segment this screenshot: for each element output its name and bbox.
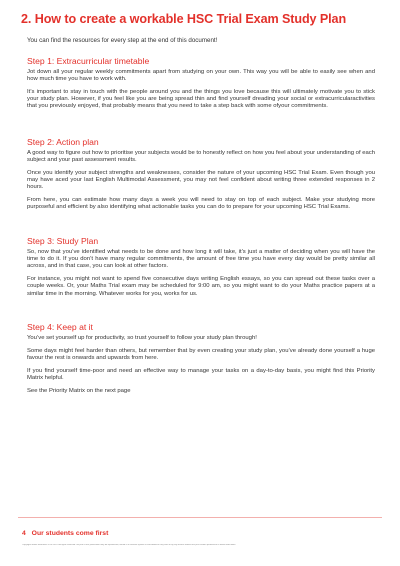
footer-page-label (22, 530, 108, 537)
section-heading: Step 2: Action plan (27, 137, 99, 147)
section-paragraph: Jot down all your regular weekly commitments apart from studying on your own. This way you will be able to easily see when and how much time you have to work with. (27, 69, 375, 83)
section-step-2 (27, 137, 375, 217)
footer-legal-text: Copyright Matrix Education 2016-2023. All rights reserved. No part of this publication may be reproduced, stored in a retrieval system or transmitted in any form or by any means without the prior written permission of Matrix Education. (22, 544, 236, 546)
section-paragraph: It’s important to stay in touch with the people around you and the things you love because this will ultimately motivate you to stick your study plan. However, if you feel like you are being spread thin and find yourself dreading your social or extracurricularactivities that you previously enjoyed, that probably means that you need to take a step back with some ofyour commitments. (27, 88, 375, 110)
section-paragraph: From here, you can estimate how many days a week you will need to stay on top of each subject. Make your studying more purposeful and efficient by also identifying what actionable tasks you can do to prepare for your upcoming HSC Trial Exams. (27, 197, 375, 211)
section-heading: Step 4: Keep at it (27, 322, 93, 332)
section-paragraph: For instance, you might not want to spend five consecutive days writing English essays, so you can spread out these tasks over a couple weeks. Or, your Maths Trial exam may be scheduled for 9:00 am, so you might want to do your Maths practice papers at a similar time in the morning. Whatever works for you, works for us. (27, 276, 375, 297)
page-number: 4 (22, 530, 26, 537)
priority-matrix-reference: See the Priority Matrix on the next page (27, 387, 131, 394)
footer-divider (18, 517, 382, 518)
section-paragraph: Once you identify your subject strengths and weaknesses, consider the nature of your upcoming HSC Trial Exam. Even though you may have aced your last English Multimodal Assessment, you may not feel confident about writing three extended responses in 2 hours. (27, 169, 375, 191)
footer-tagline: Our students come first (31, 530, 109, 537)
page-title: 2. How to create a workable HSC Trial Exam Study Plan (21, 12, 347, 26)
section-paragraph: You’ve set yourself up for productivity, so trust yourself to follow your study plan through! (27, 335, 257, 341)
section-paragraph: A good way to figure out how to prioritise your subjects would be to honestly reflect on how you feel about your understanding of each subject and your past assessment results. (27, 150, 375, 164)
section-step-4 (27, 322, 375, 400)
section-paragraph: So, now that you’ve identified what needs to be done and how long it will take, it’s just a matter of deciding when you will have the time to do it. If you don’t have many regular commitments, the amount of free time you have every day would be pretty similar all across, and in that case, you can look at other factors. (27, 249, 375, 270)
section-heading: Step 3: Study Plan (27, 236, 99, 246)
section-step-1 (27, 56, 375, 116)
section-step-3 (27, 236, 375, 303)
section-paragraph: If you find yourself time-poor and need an effective way to manage your tasks on a day-to-day basis, you might find this Priority Matrix helpful. (27, 367, 375, 381)
section-heading: Step 1: Extracurricular timetable (27, 56, 150, 66)
section-paragraph: Some days might feel harder than others, but remember that by even creating your study plan, you’ve already done yourself a huge favour the rest is onwards and upwards from here. (27, 347, 375, 361)
intro-text: You can find the resources for every step at the end of this document! (27, 37, 218, 44)
